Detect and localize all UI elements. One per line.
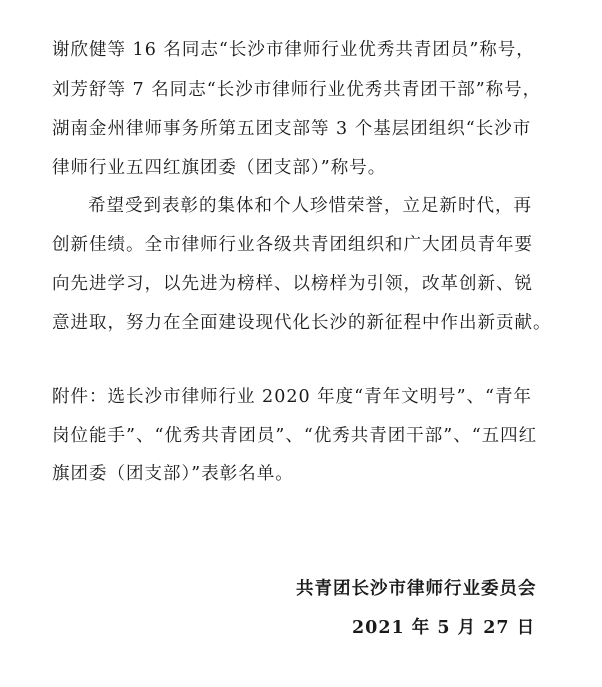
issue-date: 2021 年 5 月 27 日 xyxy=(352,618,536,638)
text-line: 旗团委（团支部）”表彰名单。 xyxy=(52,464,294,484)
text-line: 谢欣健等 16 名同志“长沙市律师行业优秀共青团员”称号， xyxy=(52,40,535,60)
text-line: 向先进学习，以先进为榜样、以榜样为引领，改革创新、锐 xyxy=(52,274,533,294)
text-line: 湖南金州律师事务所第五团支部等 3 个基层团组织“长沙市 xyxy=(52,119,532,139)
text-line: 创新佳绩。全市律师行业各级共青团组织和广大团员青年要 xyxy=(52,235,533,255)
text-line: 律师行业五四红旗团委（团支部）”称号。 xyxy=(52,158,387,178)
issuing-organization: 共青团长沙市律师行业委员会 xyxy=(296,579,537,599)
text-line: 意进取，努力在全面建设现代化长沙的新征程中作出新贡献。 xyxy=(52,313,552,333)
text-line: 附件：选长沙市律师行业 2020 年度“青年文明号”、“青年 xyxy=(52,387,532,407)
text-line: 刘芳舒等 7 名同志“长沙市律师行业优秀共青团干部”称号， xyxy=(52,80,542,100)
text-line: 岗位能手”、“优秀共青团员”、“优秀共青团干部”、“五四红 xyxy=(52,426,538,446)
text-line: 希望受到表彰的集体和个人珍惜荣誉，立足新时代，再 xyxy=(88,196,532,216)
